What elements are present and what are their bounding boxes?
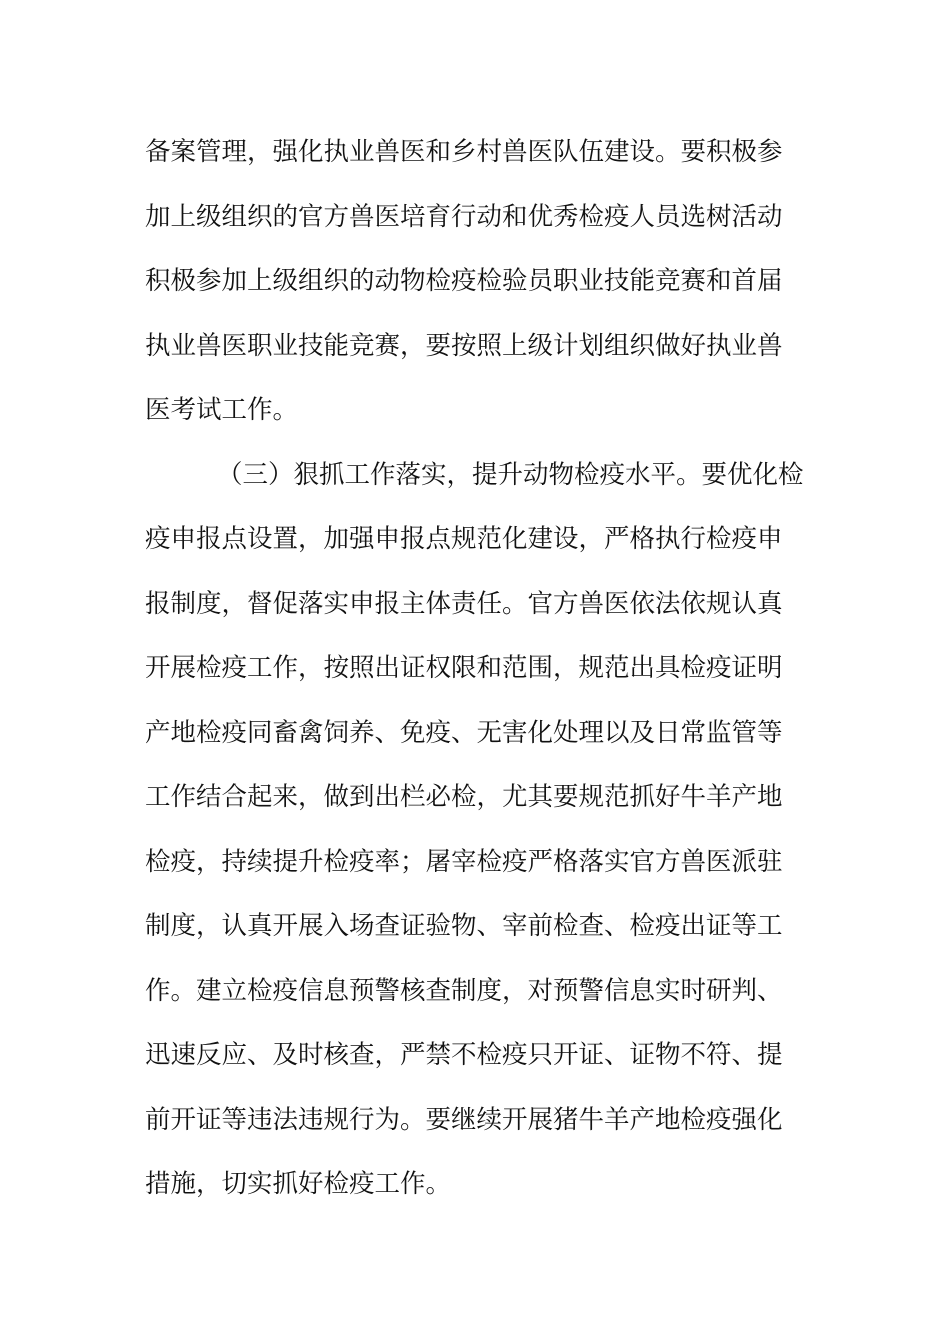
text-line: 制度，认真开展入场查证验物、宰前检查、检疫出证等工 bbox=[145, 911, 783, 941]
text-line: 工作结合起来，做到出栏必检，尤其要规范抓好牛羊产地 bbox=[145, 782, 783, 812]
text-line: 检疫，持续提升检疫率；屠宰检疫严格落实官方兽医派驻 bbox=[145, 846, 783, 877]
text-line: 前开证等违法违规行为。要继续开展猪牛羊产地检疫强化 bbox=[145, 1104, 783, 1135]
text-line: 迅速反应、及时核查，严禁不检疫只开证、证物不符、提 bbox=[145, 1040, 783, 1070]
text-line: 措施，切实抓好检疫工作。 bbox=[145, 1169, 452, 1199]
text-line: 作。建立检疫信息预警核查制度，对预警信息实时研判、 bbox=[145, 975, 783, 1006]
text-line: 积极参加上级组织的动物检疫检验员职业技能竞赛和首届 bbox=[145, 266, 783, 296]
document-body bbox=[145, 120, 815, 1217]
text-line: 疫申报点设置，加强申报点规范化建设，严格执行检疫申 bbox=[145, 524, 783, 554]
text-line: 产地检疫同畜禽饲养、免疫、无害化处理以及日常监管等 bbox=[145, 717, 783, 748]
text-line: 医考试工作。 bbox=[145, 395, 299, 425]
text-line: 报制度，督促落实申报主体责任。官方兽医依法依规认真 bbox=[145, 588, 783, 619]
text-line: 开展检疫工作，按照出证权限和范围，规范出具检疫证明 bbox=[145, 653, 783, 683]
text-line: 执业兽医职业技能竞赛，要按照上级计划组织做好执业兽 bbox=[145, 330, 783, 361]
text-line: 加上级组织的官方兽医培育行动和优秀检疫人员选树活动 bbox=[145, 201, 783, 232]
text-line: 备案管理，强化执业兽医和乡村兽医队伍建设。要积极参 bbox=[145, 137, 783, 167]
section-heading-line: （三）狠抓工作落实，提升动物检疫水平。要优化检 bbox=[217, 459, 804, 490]
